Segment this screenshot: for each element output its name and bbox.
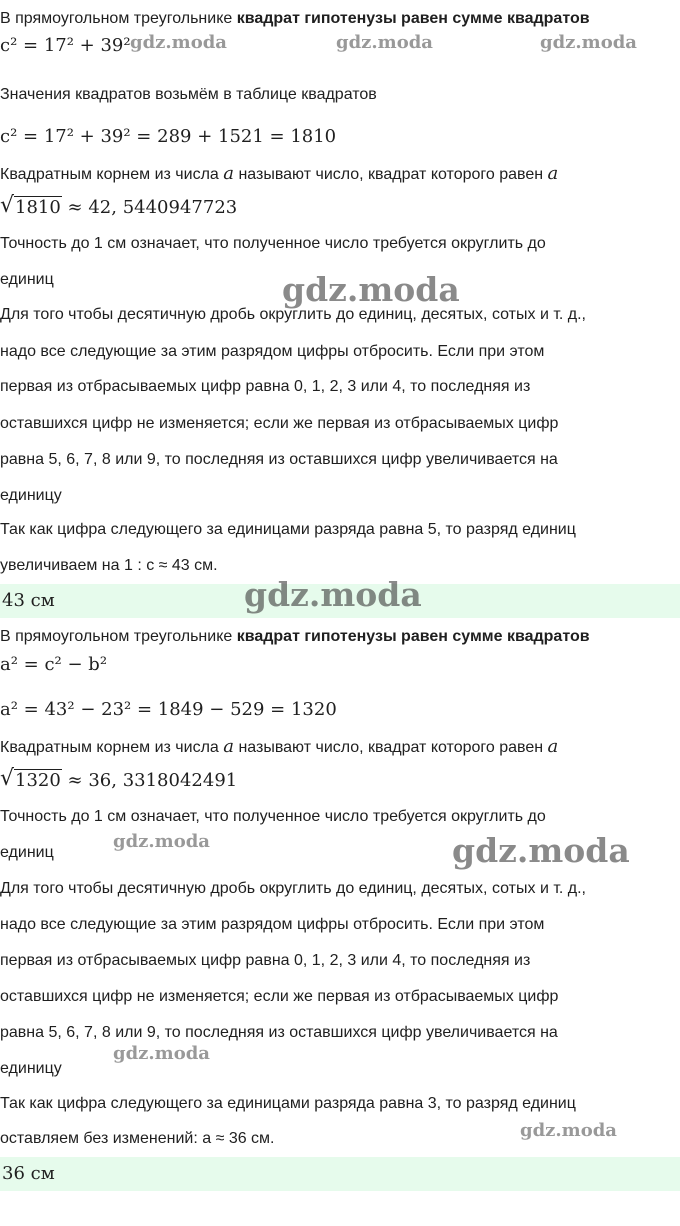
table-note: Значения квадратов возьмём в таблице квадратов	[0, 86, 377, 103]
rounding-rule-1: Для того чтобы десятичную дробь округлить до единиц, десятых, сотых и т. д.,	[0, 306, 586, 323]
theorem-bold: квадрат гипотенузы равен сумме квадратов	[236, 10, 590, 27]
watermark: gdz.moda	[282, 270, 460, 309]
watermark: gdz.moda	[452, 831, 630, 870]
sqrt-definition-1: Квадратным корнем из числа a называют число, квадрат которого равен a	[0, 163, 559, 184]
answer-box-2	[0, 1157, 680, 1191]
precision-line-1: Точность до 1 см означает, что полученное число требуется округлить до	[0, 235, 546, 252]
conclusion-line-1: Так как цифра следующего за единицами разряда равна 5, то разряд единиц	[0, 521, 576, 538]
equation-pythagoras-1: c² = 17² + 39²	[0, 35, 131, 56]
precision-line-3: Точность до 1 см означает, что полученное число требуется округлить до	[0, 808, 546, 825]
rounding-rule-9: первая из отбрасываемых цифр равна 0, 1, 2, 3 или 4, то последняя из	[0, 952, 531, 969]
equation-cathetus-formula: a² = c² − b²	[0, 654, 108, 675]
rounding-rule-5: равна 5, 6, 7, 8 или 9, то последняя из оставшихся цифр увеличивается на	[0, 451, 558, 468]
equation-hypotenuse-square: c² = 17² + 39² = 289 + 1521 = 1810	[0, 126, 337, 147]
rounding-rule-3: первая из отбрасываемых цифр равна 0, 1, 2, 3 или 4, то последняя из	[0, 378, 531, 395]
watermark: gdz.moda	[244, 575, 422, 614]
rounding-rule-8: надо все следующие за этим разрядом цифры отбросить. Если при этом	[0, 916, 545, 933]
sqrt-symbol-2: √ 1320	[0, 766, 61, 791]
precision-line-2: единиц	[0, 271, 54, 288]
sqrt-symbol: √ 1810	[0, 193, 61, 218]
theorem-bold-2: квадрат гипотенузы равен сумме квадратов	[236, 628, 590, 645]
watermark: gdz.moda	[113, 1043, 210, 1064]
rounding-rule-10: оставшихся цифр не изменяется; если же первая из отбрасываемых цифр	[0, 988, 559, 1005]
watermark: gdz.moda	[520, 1120, 617, 1141]
watermark: gdz.moda	[540, 32, 637, 53]
sqrt-result-2: √ 1320 ≈ 36, 3318042491	[0, 766, 238, 791]
sqrt-result-1: √ 1810 ≈ 42, 5440947723	[0, 193, 238, 218]
watermark: gdz.moda	[336, 32, 433, 53]
watermark: gdz.moda	[113, 831, 210, 852]
answer-value-2: 36 см	[2, 1163, 55, 1184]
rounding-rule-7: Для того чтобы десятичную дробь округлить до единиц, десятых, сотых и т. д.,	[0, 880, 586, 897]
precision-line-4: единиц	[0, 844, 54, 861]
intro-line-1: В прямоугольном треугольнике квадрат гипотенузы равен сумме квадратов	[0, 10, 590, 27]
sqrt-definition-2: Квадратным корнем из числа a называют число, квадрат которого равен a	[0, 736, 559, 757]
equation-cathetus-square: a² = 43² − 23² = 1849 − 529 = 1320	[0, 699, 337, 720]
watermark: gdz.moda	[130, 32, 227, 53]
rounding-rule-4: оставшихся цифр не изменяется; если же первая из отбрасываемых цифр	[0, 415, 559, 432]
conclusion-line-3: Так как цифра следующего за единицами разряда равна 3, то разряд единиц	[0, 1095, 576, 1112]
rounding-rule-11: равна 5, 6, 7, 8 или 9, то последняя из оставшихся цифр увеличивается на	[0, 1024, 558, 1041]
intro-line-2: В прямоугольном треугольнике квадрат гипотенузы равен сумме квадратов	[0, 628, 590, 645]
answer-value-1: 43 см	[2, 590, 55, 611]
rounding-rule-2: надо все следующие за этим разрядом цифры отбросить. Если при этом	[0, 343, 545, 360]
conclusion-line-2: увеличиваем на 1 : c ≈ 43 см.	[0, 557, 218, 574]
rounding-rule-12: единицу	[0, 1060, 62, 1077]
rounding-rule-6: единицу	[0, 487, 62, 504]
conclusion-line-4: оставляем без изменений: a ≈ 36 см.	[0, 1130, 275, 1147]
